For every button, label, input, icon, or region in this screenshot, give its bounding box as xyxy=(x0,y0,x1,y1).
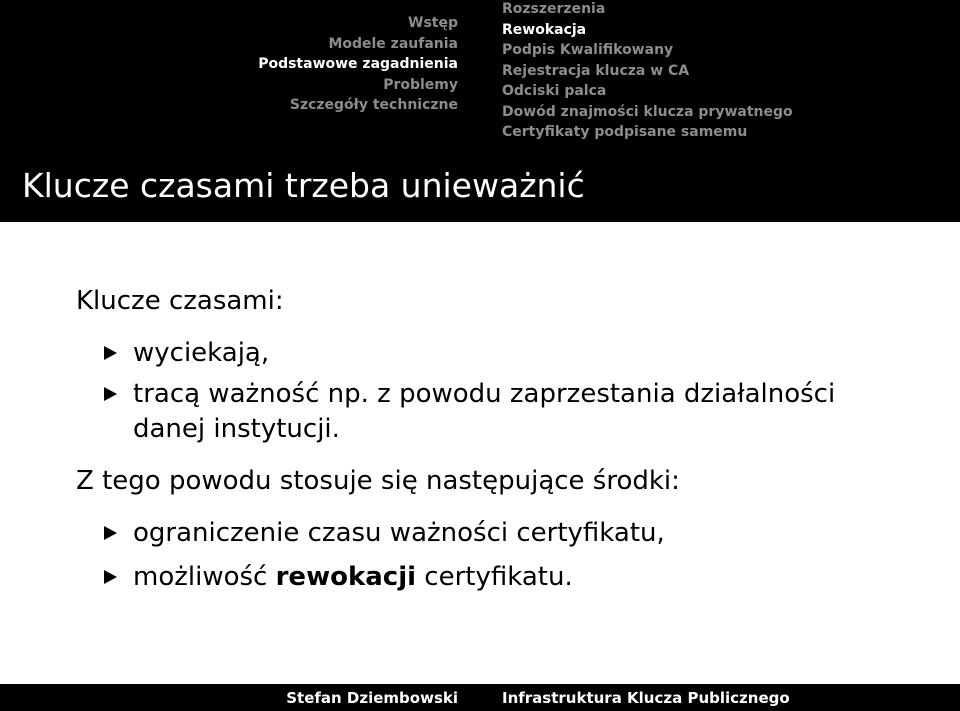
list-item xyxy=(133,560,573,594)
nav-section-problemy[interactable]: Problemy xyxy=(383,76,458,93)
list-item-text-suffix: certyfikatu. xyxy=(416,562,573,592)
intro-paragraph-2: Z tego powodu stosuje się następujące środki: xyxy=(76,466,680,496)
nav-section-wstep[interactable]: Wstęp xyxy=(408,15,458,31)
nav-subsection-certyfikaty-samemu[interactable]: Certyfikaty podpisane samemu xyxy=(502,124,748,140)
emphasized-term: rewokacji xyxy=(275,562,417,592)
nav-subsection-rozszerzenia[interactable]: Rozszerzenia xyxy=(502,1,606,17)
list-item-text-prefix: możliwość xyxy=(133,562,276,592)
bullet-triangle-icon xyxy=(104,387,117,401)
frame-title: Klucze czasami trzeba unieważnić xyxy=(22,166,585,205)
nav-subsection-rejestracja-klucza[interactable]: Rejestracja klucza w CA xyxy=(502,62,690,79)
bullet-triangle-icon xyxy=(104,570,117,584)
nav-section-szczegoly-techniczne[interactable]: Szczegóły techniczne xyxy=(289,97,458,113)
footer-presentation-title: Infrastruktura Klucza Publicznego xyxy=(502,689,790,707)
section-navigation xyxy=(258,13,458,116)
list-item: tracą ważność np. z powodu zaprzestania działalności xyxy=(133,379,836,409)
nav-section-modele-zaufania[interactable]: Modele zaufania xyxy=(328,35,458,52)
bullet-triangle-icon xyxy=(104,346,117,360)
list-item: wyciekają, xyxy=(133,338,270,368)
nav-subsection-podpis-kwalifikowany[interactable]: Podpis Kwalifikowany xyxy=(502,42,674,58)
slide-footer xyxy=(0,684,960,711)
bullet-triangle-icon xyxy=(104,526,117,540)
slide-header xyxy=(0,0,960,222)
nav-subsection-odciski-palca[interactable]: Odciski palca xyxy=(502,83,607,99)
footer-author: Stefan Dziembowski xyxy=(286,689,458,707)
nav-subsection-rewokacja[interactable]: Rewokacja xyxy=(502,21,587,38)
list-item: ograniczenie czasu ważności certyfikatu, xyxy=(133,518,665,548)
nav-subsection-dowod-znajmosci[interactable]: Dowód znajmości klucza prywatnego xyxy=(502,103,793,120)
list-item-continuation: danej instytucji. xyxy=(133,414,340,444)
subsection-navigation xyxy=(502,0,793,143)
nav-section-podstawowe-zagadnienia[interactable]: Podstawowe zagadnienia xyxy=(258,56,458,72)
intro-paragraph-1: Klucze czasami: xyxy=(76,286,284,316)
